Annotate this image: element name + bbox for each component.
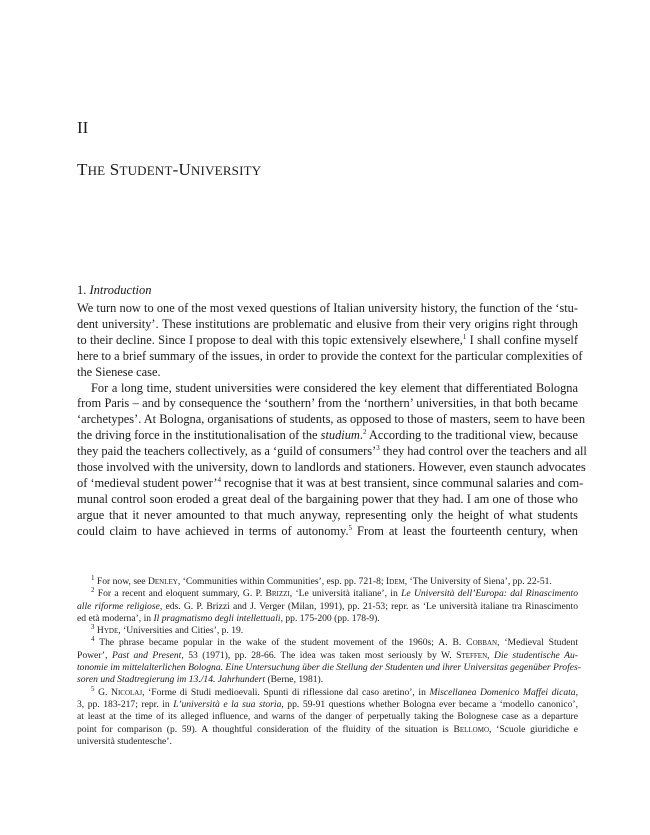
footnote-5-cont: point for comparison (p. 59). A thoughtful consideration of the fluidity of the situation is Bellomo, ‘Scuole giuridiche e <box>77 723 578 735</box>
body-line: the Sienese case. <box>77 364 161 379</box>
body-line: those involved with the university, down to landlords and stationers. However, even staunch advocates <box>77 460 586 475</box>
body-line: dent university’. These institutions are problematic and elusive from their very origins right through <box>77 316 578 331</box>
section-heading <box>77 283 152 298</box>
chapter-number: II <box>77 118 89 137</box>
footnote-4: $^4$ The phrase became popular in the wake of the student movement of the 1960s; A. B. Cobban, ‘Medieval Student <box>91 635 578 649</box>
section-number: 1. <box>77 283 87 297</box>
body-line: For a long time, student universities were considered the key element that differentiated Bologna <box>91 380 578 395</box>
footnote-5: $^5$ G. Nicolaj, ‘Forme di Studi medioevali. Spunti di riflessione dal caso aretino’, in Miscellanea Domenico Maffei dicata, <box>91 684 579 698</box>
footnote-2-cont: ed età moderna’, in Il pragmatismo degli intellettuali, pp. 175-200 (pp. 178-9). <box>77 612 380 624</box>
body-line: We turn now to one of the most vexed questions of Italian university history, the function of the ‘stu- <box>77 301 578 315</box>
footnote-2: $^2$ For a recent and eloquent summary, G. P. Brizzi, ‘Le università italiane’, in Le Università dell’Europa: dal Rinascimento <box>91 586 578 600</box>
body-line: to their decline. Since I propose to deal with this topic extensively elsewhere,$^1$ I shall confine myself <box>77 332 579 347</box>
body-line: they paid the teachers collectively, as a ‘guild of consumers’$^3$ they had control over the teachers and all <box>77 444 587 459</box>
footnote-5-cont: università studentesche’. <box>77 735 172 747</box>
footnote-5-cont: at least at the time of its alleged influence, and warns of the danger of perpetually taking the Bolognese case as a departure <box>77 711 578 723</box>
body-line: munal control soon eroded a great deal of the bargaining power that they had. I am one of those who <box>77 491 578 506</box>
body-line: could claim to have achieved in terms of autonomy.$^5$ From at least the fourteenth century, when <box>77 523 578 538</box>
footnote-4-cont: Power’, Past and Present, 53 (1971), pp. 28-66. The idea was taken most seriously by W. Steffen, Die studentische Au- <box>77 649 578 661</box>
footnotes <box>77 573 581 748</box>
footnote-4-cont: tonomie im mittelalterlichen Bologna. Eine Untersuchung über die Stellung der Studenten und ihrer Universitas gegenüber Profes- <box>77 662 581 674</box>
body-line: the driving force in the institutionalisation of the studium.$^2$ According to the traditional view, because <box>77 428 578 443</box>
section-title: Introduction <box>89 283 152 297</box>
body-line: of ‘medieval student power’$^4$ recognise that it was at best transient, since communal salaries and com- <box>77 475 584 490</box>
footnote-4-cont: soren und Stadtregierung im 13./14. Jahrhundert (Berne, 1981). <box>77 674 324 686</box>
body-line: here to a brief summary of the issues, in order to provide the context for the particular complexities of <box>77 348 583 363</box>
footnote-2-cont: alle riforme religiose, eds. G. P. Brizzi and J. Verger (Milan, 1991), pp. 21-53; repr. as ‘Le università italiane tra Rinascimento <box>77 600 578 612</box>
body-line: from Paris – and by consequence the ‘southern’ from the ‘northern’ universities, in that both became <box>77 396 578 411</box>
footnote-5-cont: 3, pp. 183-217; repr. in L’università e la sua storia, pp. 59-91 questions whether Bologna ever became a ‘modello canonico’, <box>77 698 579 710</box>
body-line: argue that it never amounted to that much anyway, representing only the height of what students <box>77 507 578 522</box>
body-line: ‘archetypes’. At Bologna, organisations of students, as opposed to those of masters, seem to have been <box>77 412 586 427</box>
body-text <box>77 301 587 540</box>
footnote-3: $^3$ Hyde, ‘Universities and Cities’, p. 19. <box>91 623 244 637</box>
chapter-title: THE STUDENT-UNIVERSITY <box>77 160 262 179</box>
footnote-1: $^1$ For now, see Denley, ‘Communities within Communities’, esp. pp. 721-8; Idem, ‘The University of Siena’, pp. 22-51. <box>91 573 552 587</box>
